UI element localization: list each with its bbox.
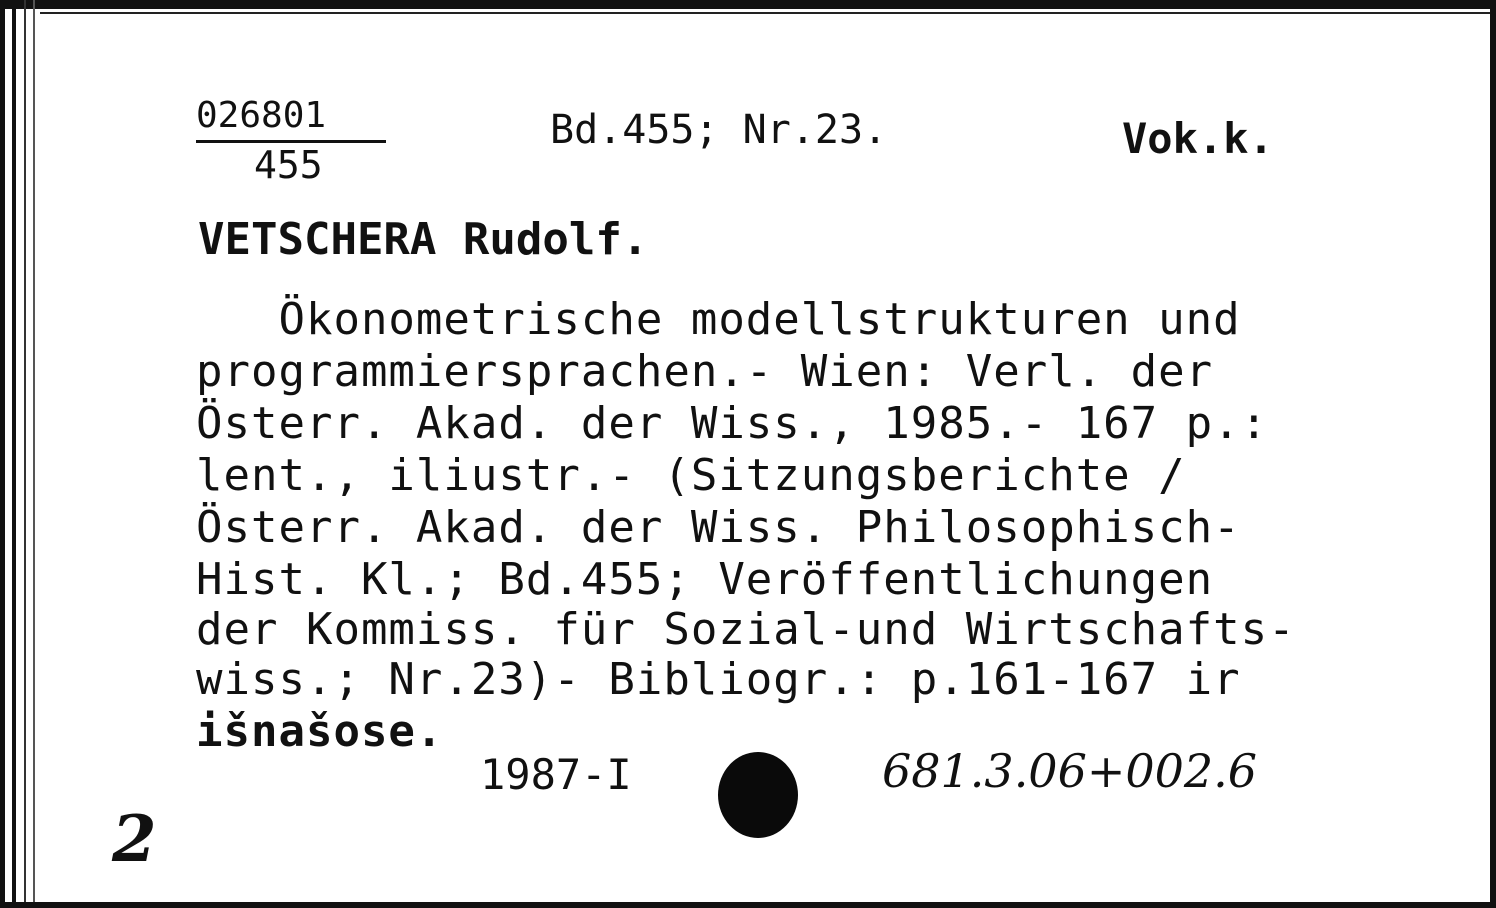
description-line: programmiersprachen.- Wien: Verl. der xyxy=(196,346,1214,397)
description-line: Hist. Kl.; Bd.455; Veröffentlichungen xyxy=(196,554,1214,605)
call-number-bottom: 455 xyxy=(254,143,323,187)
description-line: Österr. Akad. der Wiss., 1985.- 167 p.: xyxy=(196,398,1269,449)
card-border-left xyxy=(12,0,16,908)
card-number: 2 xyxy=(112,802,157,877)
author-heading: VETSCHERA Rudolf. xyxy=(198,214,649,265)
collection-code: Vok.k. xyxy=(1122,114,1274,163)
card-border-top xyxy=(0,0,1496,9)
classification-code: 681.3.06+002.6 xyxy=(882,744,1258,798)
card-border-bottom xyxy=(0,902,1496,908)
punch-hole-mark xyxy=(718,752,798,838)
description-line: lent., iliustr.- (Sitzungsberichte / xyxy=(196,450,1186,501)
card-border-top-inner xyxy=(40,12,1496,14)
card-border-left xyxy=(33,0,35,908)
series-reference: Bd.455; Nr.23. xyxy=(550,107,888,153)
call-number-top: 026801 xyxy=(196,95,327,136)
description-line: Ökonometrische modellstrukturen und xyxy=(196,294,1241,345)
card-border-left xyxy=(0,0,5,908)
card-border-left xyxy=(24,0,26,908)
card-border-right xyxy=(1490,0,1496,908)
year-stamp: 1987-I xyxy=(480,750,632,799)
description-line: der Kommiss. für Sozial-und Wirtschafts- xyxy=(196,604,1296,655)
description-line: išnašose. xyxy=(196,706,444,757)
description-line: Österr. Akad. der Wiss. Philosophisch- xyxy=(196,502,1241,553)
description-line: wiss.; Nr.23)- Bibliogr.: p.161-167 ir xyxy=(196,654,1241,705)
